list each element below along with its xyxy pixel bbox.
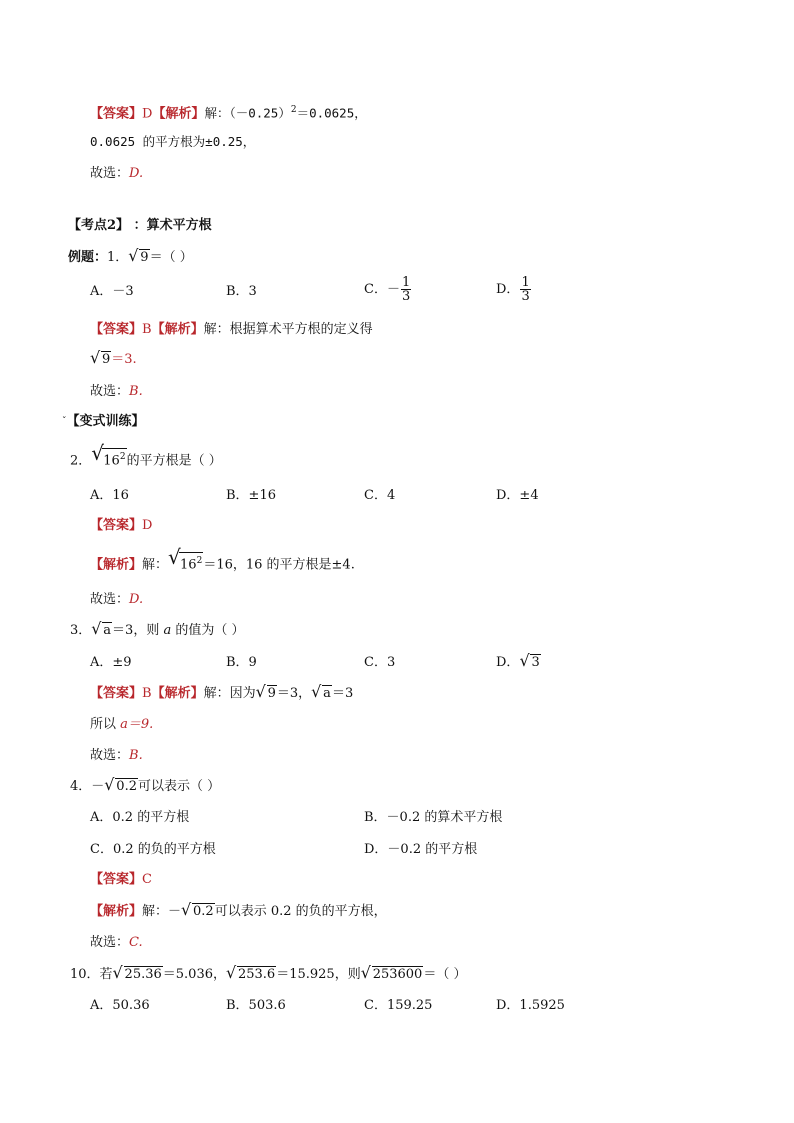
analysis-lead: 解：－ bbox=[142, 904, 182, 919]
q2-option-a: A．16 bbox=[90, 488, 129, 503]
answer-letter: D bbox=[142, 106, 153, 122]
question-number: 4． bbox=[70, 779, 92, 794]
q10-option-d: D．1.5925 bbox=[496, 998, 565, 1013]
q1-option-c bbox=[364, 276, 412, 303]
so-lead: 所以 bbox=[90, 717, 121, 732]
question-tail-b: 的值为（ ） bbox=[171, 623, 245, 638]
select-label: 故选： bbox=[90, 384, 130, 399]
q10-option-a: A．50.36 bbox=[90, 998, 150, 1013]
question-number: 10．若 bbox=[70, 967, 113, 982]
answer-letter: B bbox=[142, 322, 152, 337]
variant-marker: ˇ bbox=[62, 417, 67, 427]
section-title: 【考点2】 ：算术平方根 bbox=[68, 218, 212, 233]
q4-option-b: B．－0.2 的算术平方根 bbox=[364, 810, 503, 825]
analysis-tag: 【解析】 bbox=[90, 904, 143, 919]
q10-stem bbox=[70, 965, 466, 985]
p1-line2: 0.0625 的平方根为±0.25， bbox=[90, 134, 256, 149]
analysis-tail: ＝16，16 的平方根是±4. bbox=[203, 557, 355, 573]
sqrt-expression: √ 3 bbox=[520, 653, 540, 673]
equation-part: ＝（ ） bbox=[423, 967, 467, 982]
select-label: 故选： bbox=[90, 935, 130, 950]
analysis-lead: 解：因为 bbox=[203, 686, 256, 701]
example-tail: ＝（ ） bbox=[149, 250, 193, 265]
question-tail: 的平方根是（ ） bbox=[126, 453, 222, 469]
select-label: 故选： bbox=[90, 748, 130, 763]
q4-option-c: C．0.2 的负的平方根 bbox=[90, 842, 216, 857]
analysis-text: 解：根据算术平方根的定义得 bbox=[203, 322, 373, 337]
q3-answer-line bbox=[90, 684, 353, 704]
option-prefix: C．－ bbox=[364, 282, 400, 297]
example-label: 例题： bbox=[68, 250, 108, 265]
sqrt-expression: √ $16^2$ bbox=[169, 552, 203, 575]
q2-option-c: C．4 bbox=[364, 488, 396, 503]
select-value: D. bbox=[129, 166, 144, 181]
minus-sign: － bbox=[91, 779, 105, 794]
q3-so-line bbox=[90, 715, 153, 735]
select-value: D. bbox=[129, 592, 144, 607]
sqrt-expression: √ 9 bbox=[91, 350, 111, 370]
q1-option-a: A．－3 bbox=[90, 284, 134, 299]
select-value: B. bbox=[129, 748, 143, 763]
q1-work-line bbox=[90, 350, 137, 370]
example-line bbox=[68, 248, 193, 268]
sqrt-expression: √ 9 bbox=[129, 248, 149, 268]
q3-select-line bbox=[90, 746, 143, 766]
equation-part: ＝15.925，则 bbox=[276, 967, 361, 982]
select-value: B. bbox=[129, 384, 143, 399]
analysis-mid: ＝3， bbox=[276, 686, 312, 701]
fraction: $\frac{1}{3}$ bbox=[521, 275, 530, 304]
q2-answer-line bbox=[90, 516, 152, 536]
q3-option-b: B．9 bbox=[226, 655, 257, 670]
analysis-tag: 【解析】 bbox=[152, 106, 205, 122]
option-prefix: D． bbox=[496, 655, 520, 670]
sqrt-expression: √ a bbox=[312, 684, 332, 704]
q2-option-d: D．±4 bbox=[496, 488, 539, 503]
answer-tag: 【答案】 bbox=[90, 872, 143, 887]
q4-option-a: A．0.2 的平方根 bbox=[90, 810, 190, 825]
question-tail-a: ＝3，则 bbox=[112, 623, 164, 638]
q3-option-a: A．±9 bbox=[90, 655, 132, 670]
q1-option-d bbox=[496, 276, 532, 303]
q3-option-d bbox=[496, 653, 541, 673]
variable: a bbox=[163, 623, 172, 638]
answer-letter: B bbox=[142, 686, 152, 701]
q2-select-line bbox=[90, 590, 143, 610]
question-number: 2． bbox=[70, 453, 92, 469]
analysis-tag: 【解析】 bbox=[90, 557, 143, 573]
q4-answer-line bbox=[90, 870, 152, 890]
solution-lead: 解：（－0.25） bbox=[204, 105, 291, 121]
analysis-tag: 【解析】 bbox=[151, 686, 204, 701]
solution-tail: ＝0.0625， bbox=[296, 105, 367, 121]
analysis-end: ＝3 bbox=[331, 686, 354, 701]
sqrt-expression: √ 253.6 bbox=[227, 965, 276, 985]
q1-answer-line bbox=[90, 320, 373, 340]
solution-exponent: 2 bbox=[290, 105, 297, 115]
answer-letter: D bbox=[142, 518, 153, 533]
select-label: 故选： bbox=[90, 592, 130, 607]
q10-option-c: C．159.25 bbox=[364, 998, 433, 1013]
q3-stem bbox=[70, 621, 244, 641]
q10-option-b: B．503.6 bbox=[226, 998, 286, 1013]
sqrt-expression: √ 0.2 bbox=[182, 902, 215, 922]
select-value: C. bbox=[129, 935, 143, 950]
q4-analysis-line bbox=[90, 902, 387, 922]
fraction: $\frac{1}{3}$ bbox=[401, 275, 411, 304]
analysis-tail: 可以表示 0.2 的负的平方根， bbox=[214, 904, 387, 919]
question-number: 3． bbox=[70, 623, 92, 638]
question-tail: 可以表示（ ） bbox=[137, 779, 221, 794]
q4-select-line bbox=[90, 933, 143, 953]
q1-select-line bbox=[90, 382, 143, 402]
sqrt-expression: √ a bbox=[92, 621, 112, 641]
q2-option-b: B．±16 bbox=[226, 488, 276, 503]
option-prefix: D． bbox=[496, 282, 520, 297]
answer-tag: 【答案】 bbox=[90, 686, 143, 701]
so-expression: a＝9. bbox=[120, 717, 154, 732]
q4-option-d: D．－0.2 的平方根 bbox=[364, 842, 478, 857]
sqrt-expression: √ 9 bbox=[257, 684, 277, 704]
analysis-lead: 解： bbox=[142, 557, 169, 573]
q4-stem bbox=[70, 777, 220, 797]
answer-letter: C bbox=[142, 872, 152, 887]
answer-tag: 【答案】 bbox=[90, 322, 143, 337]
p1-answer-line bbox=[90, 100, 367, 124]
variant-title bbox=[62, 412, 145, 432]
p1-select-line bbox=[90, 164, 143, 184]
answer-tag: 【答案】 bbox=[90, 106, 143, 122]
sqrt-expression: √ 0.2 bbox=[105, 777, 138, 797]
sqrt-expression: √ 25.36 bbox=[114, 965, 163, 985]
q2-stem bbox=[70, 448, 222, 471]
equation-part: ＝5.036， bbox=[162, 967, 226, 982]
q2-analysis-line bbox=[90, 552, 355, 575]
q3-option-c: C．3 bbox=[364, 655, 396, 670]
analysis-tag: 【解析】 bbox=[151, 322, 204, 337]
sqrt-expression: √ $16^2$ bbox=[92, 448, 126, 471]
q1-option-b: B．3 bbox=[226, 284, 257, 299]
variant-label: 【变式训练】 bbox=[66, 414, 145, 429]
select-label: 故选： bbox=[90, 166, 130, 181]
sqrt-expression: √ 253600 bbox=[362, 965, 424, 985]
example-number: 1． bbox=[107, 250, 129, 265]
work-tail: ＝3. bbox=[111, 352, 137, 367]
answer-tag: 【答案】 bbox=[90, 518, 143, 533]
